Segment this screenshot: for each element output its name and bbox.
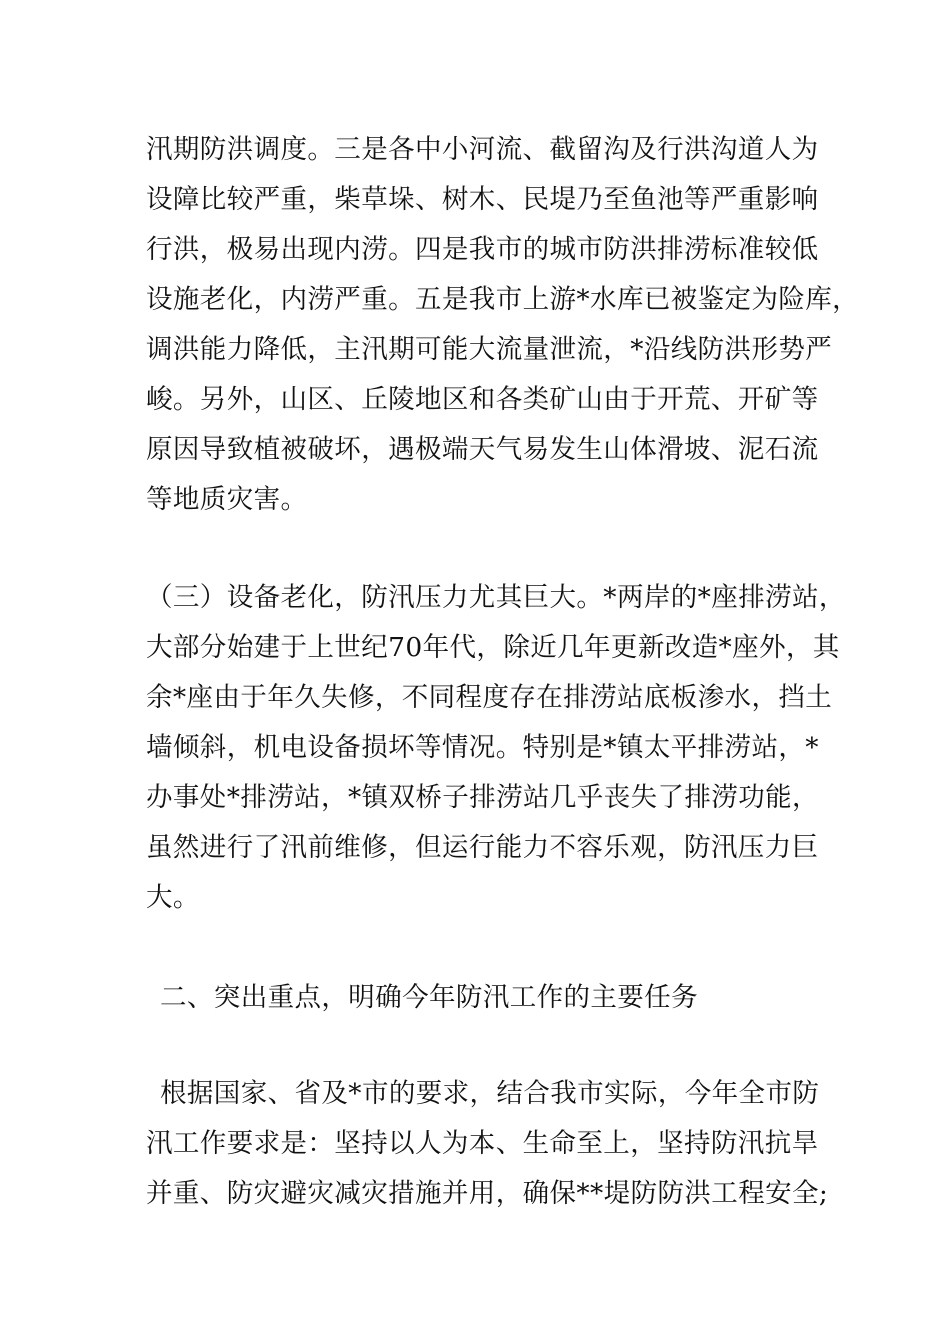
paragraph-2-line-3: 余*座由于年久失修，不同程度存在排涝站底板渗水，挡土 [146,682,833,713]
paragraph-4-line-1: 根据国家、省及*市的要求，结合我市实际，今年全市防 [160,1078,820,1109]
paragraph-1-line-3: 行洪，极易出现内涝。四是我市的城市防洪排涝标准较低 [146,234,819,265]
paragraph-1-line-5: 调洪能力降低，主汛期可能大流量泄流，*沿线防洪形势严 [146,334,833,365]
paragraph-1-line-2: 设障比较严重，柴草垛、树木、民堤乃至鱼池等严重影响 [146,184,819,215]
paragraph-4-line-2: 汛工作要求是：坚持以人为本、生命至上，坚持防汛抗旱 [146,1128,819,1159]
paragraph-1-line-7: 原因导致植被破坏，遇极端天气易发生山体滑坡、泥石流 [146,434,819,465]
paragraph-2-line-5: 办事处*排涝站，*镇双桥子排涝站几乎丧失了排涝功能， [146,782,819,813]
paragraph-2-line-4: 墙倾斜，机电设备损坏等情况。特别是*镇太平排涝站，* [146,732,819,763]
paragraph-2-line-6: 虽然进行了汛前维修，但运行能力不容乐观，防汛压力巨 [146,832,819,863]
section-heading: 二、突出重点，明确今年防汛工作的主要任务 [160,982,698,1013]
paragraph-1-line-6: 峻。另外，山区、丘陵地区和各类矿山由于开荒、开矿等 [146,384,819,415]
paragraph-2-line-7: 大。 [146,882,200,913]
paragraph-1-line-8: 等地质灾害。 [146,484,308,515]
paragraph-1-line-1: 汛期防洪调度。三是各中小河流、截留沟及行洪沟道人为 [146,134,819,165]
paragraph-2-line-2: 大部分始建于上世纪70年代，除近几年更新改造*座外，其 [146,632,840,663]
paragraph-2-line-1: （三）设备老化，防汛压力尤其巨大。*两岸的*座排涝站， [146,582,846,613]
paragraph-4-line-3: 并重、防灾避灾减灾措施并用，确保**堤防防洪工程安全; [146,1178,829,1209]
paragraph-1-line-4: 设施老化，内涝严重。五是我市上游*水库已被鉴定为险库， [146,284,860,315]
